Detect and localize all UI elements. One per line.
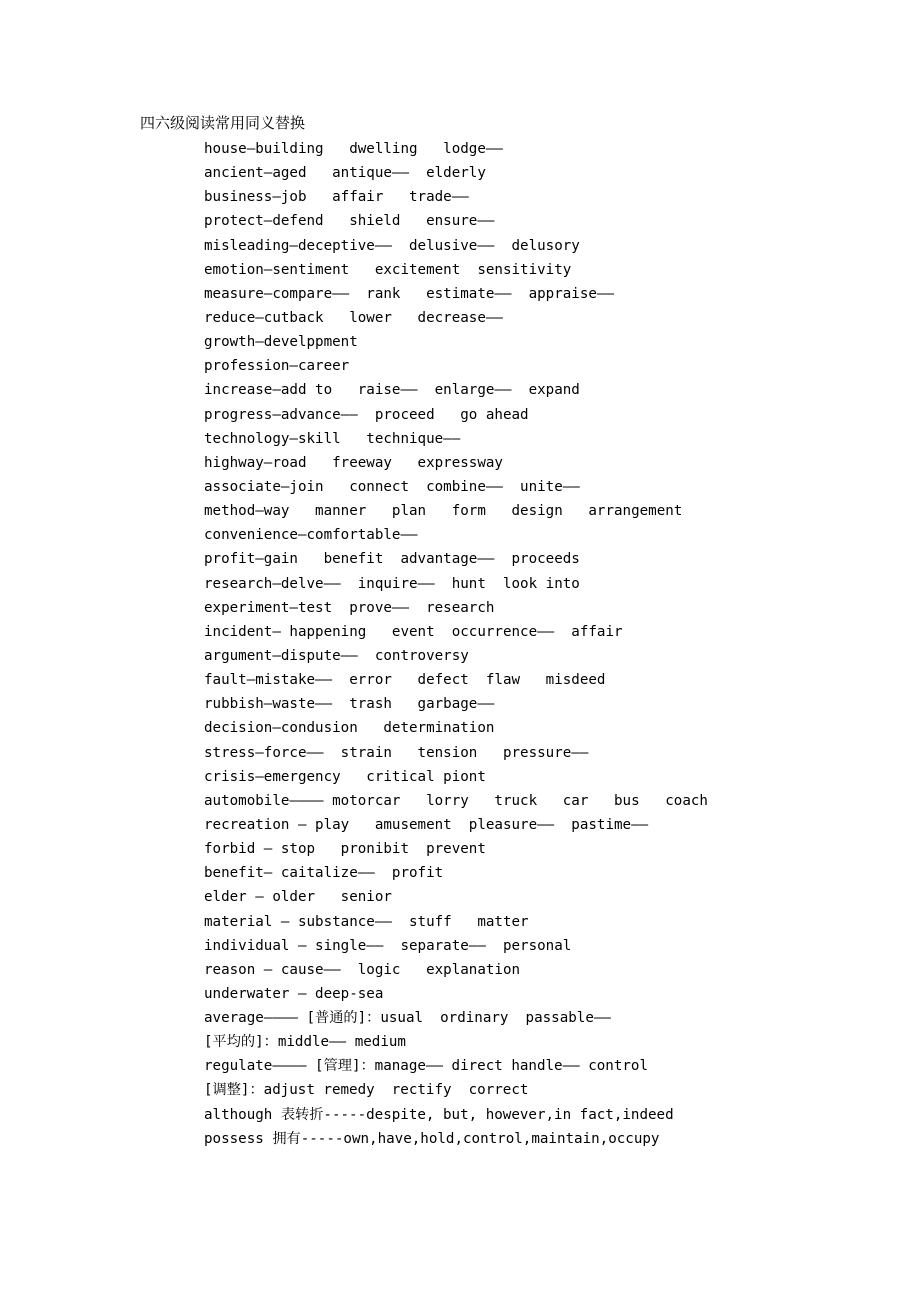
synonym-line: material — substance—— stuff matter (204, 913, 529, 930)
synonym-line: [调整]：adjust remedy rectify correct (204, 1082, 529, 1099)
synonym-line: misleading—deceptive—— delusive—— delusory (204, 237, 580, 254)
synonym-line: ancient—aged antique—— elderly (204, 165, 486, 182)
synonym-line: benefit— caitalize—— profit (204, 865, 444, 882)
synonym-line: associate—join connect combine—— unite—— (204, 478, 580, 495)
synonym-line: recreation — play amusement pleasure—— pastime—— (204, 816, 649, 833)
synonym-line: underwater — deep-sea (204, 985, 384, 1002)
synonym-line: growth—develppment (204, 334, 358, 351)
synonym-line: profession—career (204, 358, 350, 375)
synonym-line: incident— happening event occurrence—— affair (204, 623, 623, 640)
synonym-line: average———— [普通的]：usual ordinary passable—— (204, 1010, 611, 1027)
synonym-line: progress—advance—— proceed go ahead (204, 406, 529, 423)
synonym-line: although 表转折-----despite, but, however,in fact,indeed (204, 1106, 674, 1123)
synonym-line: convenience—comfortable—— (204, 527, 418, 544)
synonym-line: decision—condusion determination (204, 720, 495, 737)
synonym-line: elder — older senior (204, 889, 392, 906)
synonym-line: experiment—test prove—— research (204, 599, 495, 616)
synonym-line: protect—defend shield ensure—— (204, 213, 495, 230)
synonym-line: crisis—emergency critical piont (204, 768, 486, 785)
synonym-line: rubbish—waste—— trash garbage—— (204, 696, 495, 713)
synonym-line: individual — single—— separate—— personal (204, 937, 572, 954)
synonym-line: [平均的]：middle—— medium (204, 1034, 406, 1051)
synonym-list (204, 137, 708, 1151)
synonym-line: measure—compare—— rank estimate—— appraise—— (204, 285, 614, 302)
synonym-line: regulate———— [管理]：manage—— direct handle—— control (204, 1058, 649, 1075)
synonym-line: argument—dispute—— controversy (204, 647, 469, 664)
synonym-line: house—building dwelling lodge—— (204, 141, 503, 157)
synonym-line: increase—add to raise—— enlarge—— expand (204, 382, 580, 399)
synonym-line: possess 拥有-----own,have,hold,control,maintain,occupy (204, 1130, 660, 1147)
synonym-line: highway—road freeway expressway (204, 454, 503, 471)
synonym-line: method—way manner plan form design arrangement (204, 503, 683, 520)
synonym-line: research—delve—— inquire—— hunt look into (204, 575, 580, 592)
synonym-line: emotion—sentiment excitement sensitivity (204, 261, 572, 278)
synonym-line: profit—gain benefit advantage—— proceeds (204, 551, 580, 568)
synonym-line: stress—force—— strain tension pressure—— (204, 744, 589, 761)
synonym-line: reduce—cutback lower decrease—— (204, 309, 503, 326)
synonym-line: reason — cause—— logic explanation (204, 961, 521, 978)
synonym-line: technology—skill technique—— (204, 430, 461, 447)
synonym-line: forbid — stop pronibit prevent (204, 841, 486, 858)
synonym-line: business—job affair trade—— (204, 189, 469, 206)
document-title: 四六级阅读常用同义替换 (140, 114, 306, 132)
synonym-line: fault—mistake—— error defect flaw misdeed (204, 672, 606, 689)
synonym-line: automobile———— motorcar lorry truck car bus coach (204, 792, 708, 809)
